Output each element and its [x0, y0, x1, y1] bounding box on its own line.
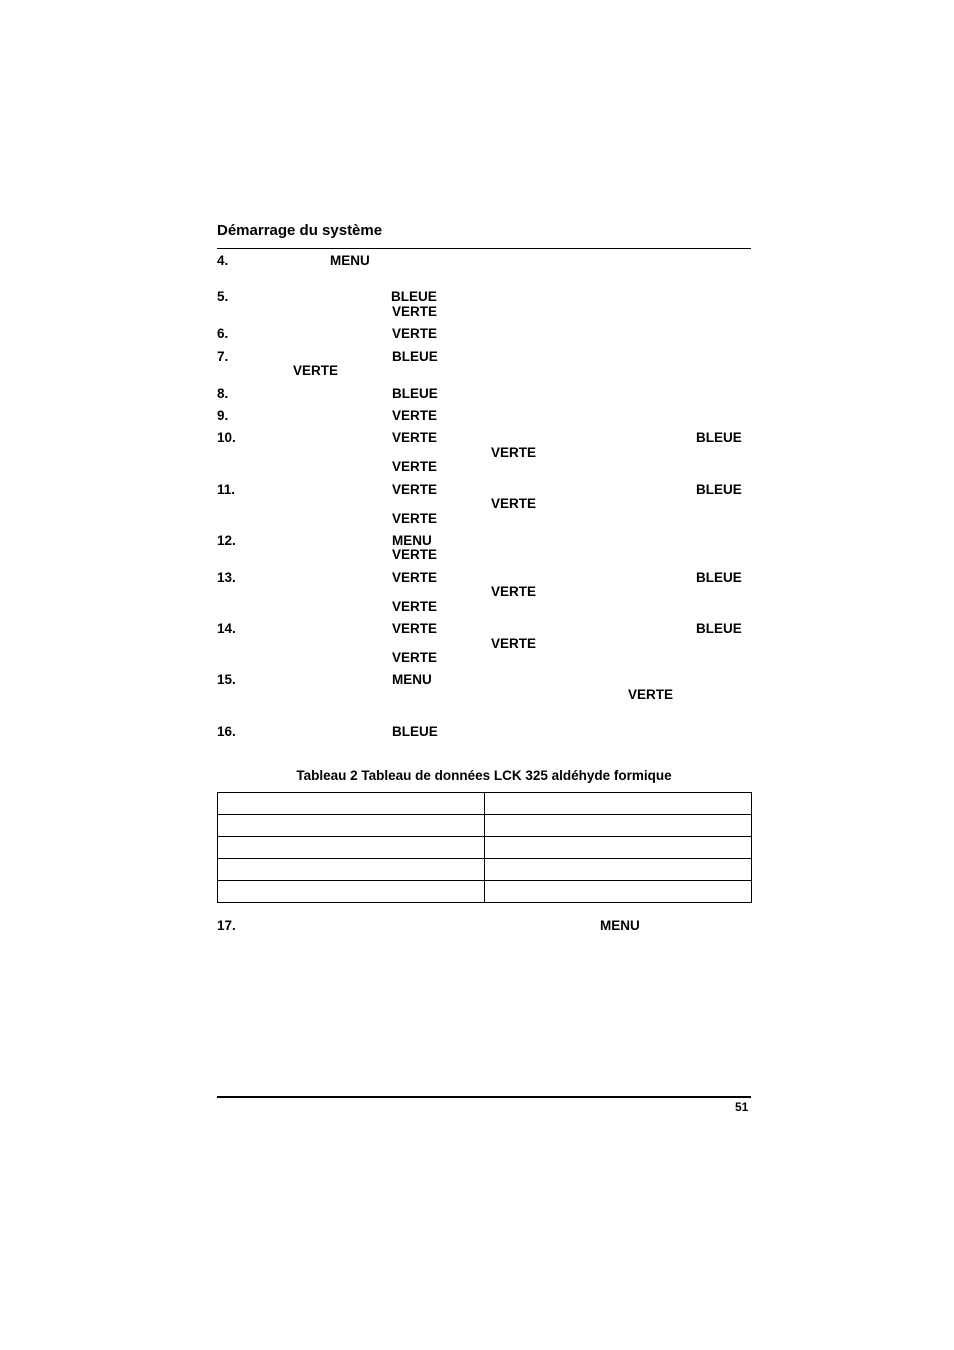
step-10-number: 10.	[217, 430, 236, 445]
step-10-key-verte-3: VERTE	[392, 459, 438, 474]
table-cell	[485, 815, 752, 837]
step-17-key-menu: MENU	[600, 918, 640, 933]
header-rule	[217, 248, 751, 249]
step-4-number: 4.	[217, 253, 229, 268]
step-11-key-bleue: BLEUE	[696, 482, 742, 497]
table-row	[218, 815, 752, 837]
table-cell	[218, 815, 485, 837]
step-10-key-verte: VERTE	[392, 430, 438, 445]
data-table	[217, 792, 752, 903]
table-row	[218, 881, 752, 903]
step-14-number: 14.	[217, 621, 236, 636]
step-14-key-verte-2: VERTE	[491, 636, 537, 651]
table-row	[218, 793, 752, 815]
step-4-key-menu: MENU	[330, 253, 370, 268]
table-cell	[218, 881, 485, 903]
step-7-number: 7.	[217, 349, 229, 364]
step-7-key-verte: VERTE	[293, 363, 339, 378]
table-cell	[485, 837, 752, 859]
step-10-key-bleue: BLEUE	[696, 430, 742, 445]
page-number: 51	[735, 1100, 749, 1114]
step-12-key-verte: VERTE	[392, 547, 438, 562]
step-13-key-verte-3: VERTE	[392, 599, 438, 614]
table-cell	[218, 859, 485, 881]
step-5-key-bleue: BLEUE	[391, 289, 437, 304]
table-cell	[485, 793, 752, 815]
table-row	[218, 859, 752, 881]
table-caption: Tableau 2 Tableau de données LCK 325 aldéhyde formique	[296, 768, 672, 783]
step-14-key-verte: VERTE	[392, 621, 438, 636]
step-9-number: 9.	[217, 408, 229, 423]
step-6-number: 6.	[217, 326, 229, 341]
step-8-number: 8.	[217, 386, 229, 401]
step-11-key-verte-3: VERTE	[392, 511, 438, 526]
step-8-key-bleue: BLEUE	[392, 386, 438, 401]
table-cell	[485, 881, 752, 903]
step-13-key-verte: VERTE	[392, 570, 438, 585]
table-row	[218, 837, 752, 859]
step-16-key-bleue: BLEUE	[392, 724, 438, 739]
footer-rule	[217, 1096, 751, 1098]
table-cell	[218, 837, 485, 859]
step-17-number: 17.	[217, 918, 236, 933]
step-14-key-verte-3: VERTE	[392, 650, 438, 665]
step-13-key-bleue: BLEUE	[696, 570, 742, 585]
step-7-key-bleue: BLEUE	[392, 349, 438, 364]
table-cell	[485, 859, 752, 881]
step-11-key-verte-2: VERTE	[491, 496, 537, 511]
step-5-number: 5.	[217, 289, 229, 304]
step-16-number: 16.	[217, 724, 236, 739]
step-6-key-verte: VERTE	[392, 326, 438, 341]
step-14-key-bleue: BLEUE	[696, 621, 742, 636]
step-9-key-verte: VERTE	[392, 408, 438, 423]
step-11-key-verte: VERTE	[392, 482, 438, 497]
step-15-key-menu: MENU	[392, 672, 432, 687]
step-15-key-verte: VERTE	[628, 687, 674, 702]
step-12-number: 12.	[217, 533, 236, 548]
step-5-key-verte: VERTE	[392, 304, 438, 319]
step-13-key-verte-2: VERTE	[491, 584, 537, 599]
step-15-number: 15.	[217, 672, 236, 687]
step-11-number: 11.	[217, 482, 236, 497]
step-10-key-verte-2: VERTE	[491, 445, 537, 460]
step-13-number: 13.	[217, 570, 236, 585]
step-12-key-menu: MENU	[392, 533, 432, 548]
table-cell	[218, 793, 485, 815]
section-title: Démarrage du système	[217, 222, 383, 239]
